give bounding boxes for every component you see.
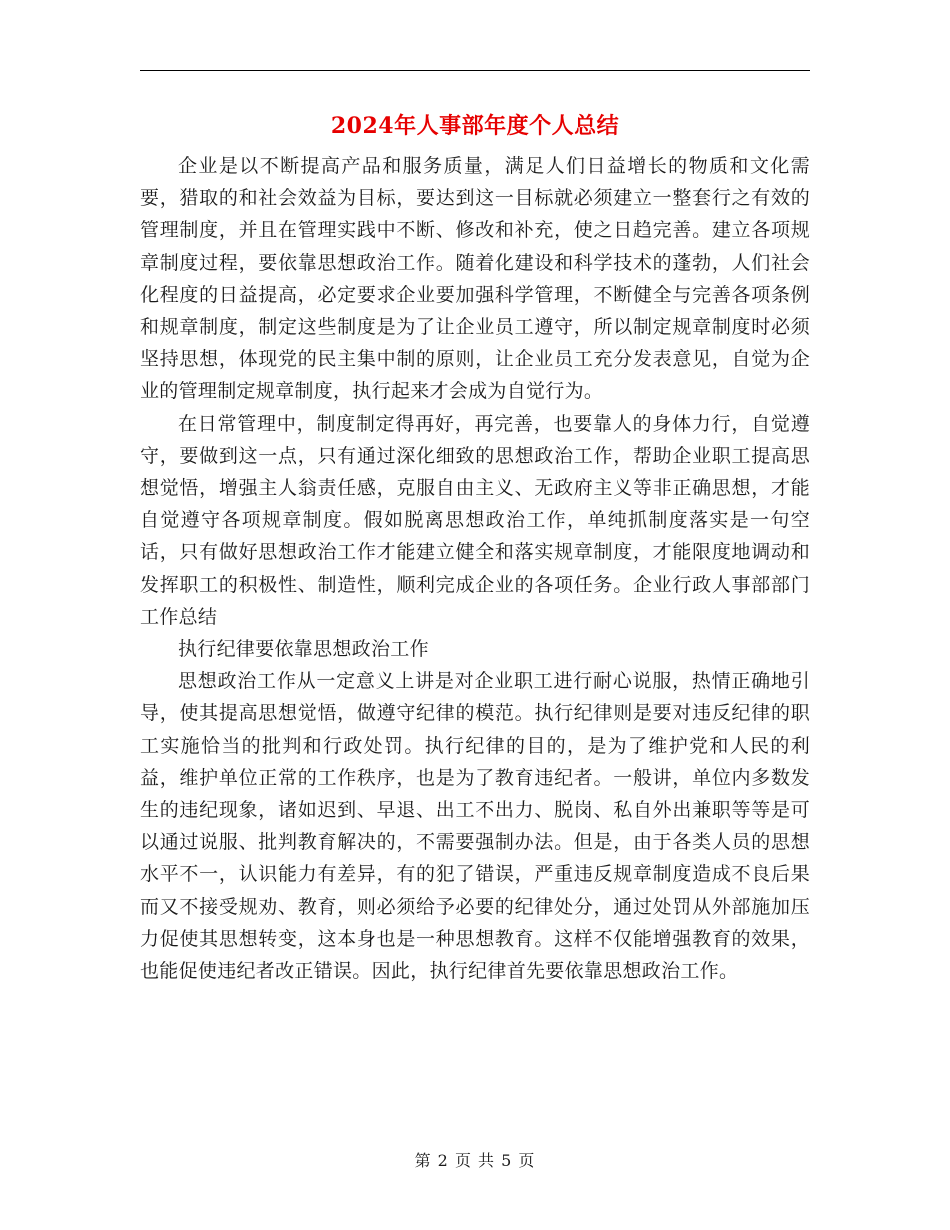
- paragraph-3: 思想政治工作从一定意义上讲是对企业职工进行耐心说服，热情正确地引导，使其提高思想觉悟，做遵守纪律的模范。执行纪律则是要对违反纪律的职工实施恰当的批判和行政处罚。执行纪律的目的，是为了维护党和人民的利益，维护单位正常的工作秩序，也是为了教育违纪者。一般讲，单位内多数发生的违纪现象，诸如迟到、早退、出工不出力、脱岗、私自外出兼职等等是可以通过说服、批判教育解决的，不需要强制办法。但是，由于各类人员的思想水平不一，认识能力有差异，有的犯了错误，严重违反规章制度造成不良后果而又不接受规劝、教育，则必须给予必要的纪律处分，通过处罚从外部施加压力促使其思想转变，这本身也是一种思想教育。这样不仅能增强教育的效果，也能促使违纪者改正错误。因此，执行纪律首先要依靠思想政治工作。: [140, 670, 810, 983]
- document-body: [140, 150, 810, 987]
- section-heading: 执行纪律要依靠思想政治工作: [178, 638, 429, 661]
- page-number: 第 2 页 共 5 页: [414, 1151, 536, 1170]
- document-title: 2024年人事部年度个人总结: [330, 113, 620, 139]
- header-rule: [140, 70, 810, 71]
- paragraph-1: 企业是以不断提高产品和服务质量，满足人们日益增长的物质和文化需要，猎取的和社会效益为目标，要达到这一目标就必须建立一整套行之有效的管理制度，并且在管理实践中不断、修改和补充，使之日趋完善。建立各项规章制度过程，要依靠思想政治工作。随着化建设和科学技术的蓬勃，人们社会化程度的日益提高，必定要求企业要加强科学管理，不断健全与完善各项条例和规章制度，制定这些制度是为了让企业员工遵守，所以制定规章制度时必须坚持思想，体现党的民主集中制的原则，让企业员工充分发表意见，自觉为企业的管理制定规章制度，执行起来才会成为自觉行为。: [140, 155, 810, 403]
- paragraph-2: 在日常管理中，制度制定得再好，再完善，也要靠人的身体力行，自觉遵守，要做到这一点，只有通过深化细致的思想政治工作，帮助企业职工提高思想觉悟，增强主人翁责任感，克服自由主义、无政府主义等非正确思想，才能自觉遵守各项规章制度。假如脱离思想政治工作，单纯抓制度落实是一句空话，只有做好思想政治工作才能建立健全和落实规章制度，才能限度地调动和发挥职工的积极性、制造性，顺利完成企业的各项任务。企业行政人事部部门工作总结: [140, 412, 810, 628]
